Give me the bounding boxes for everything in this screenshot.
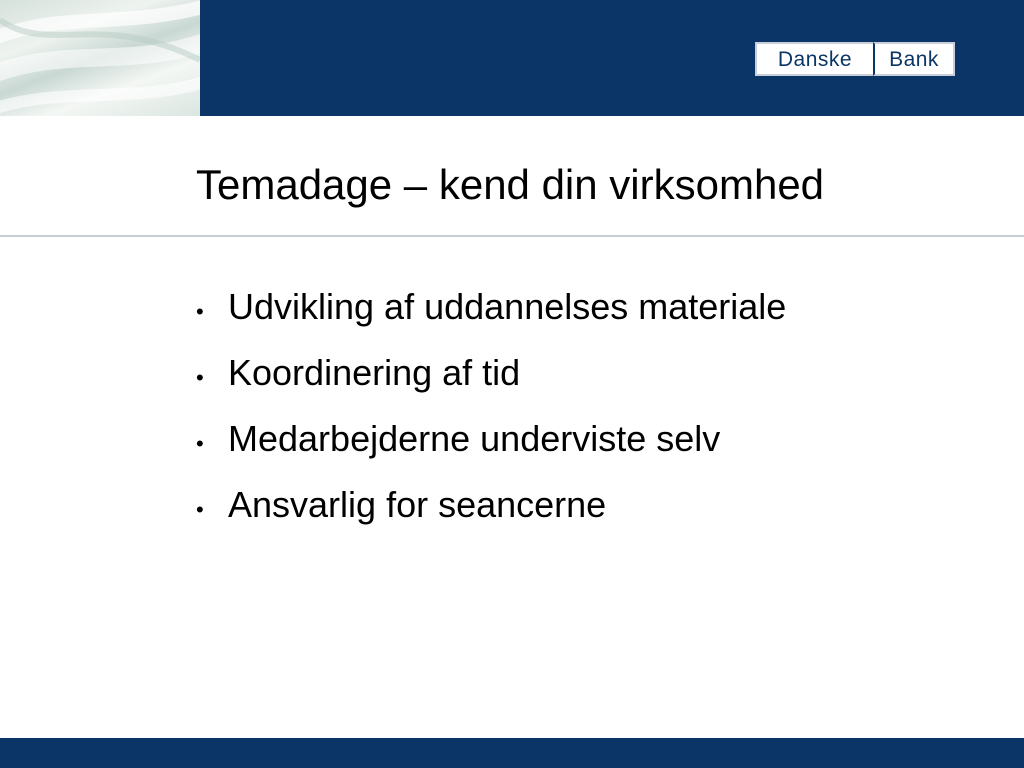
title-divider	[0, 235, 1024, 237]
slide-title: Temadage – kend din virksomhed	[196, 161, 825, 208]
bullet-dot-icon: •	[196, 431, 204, 456]
bullet-text: Koordinering af tid	[228, 352, 521, 393]
bullet-text: Ansvarlig for seancerne	[228, 484, 607, 525]
footer-band	[0, 738, 1024, 768]
logo-left-text: Danske	[755, 42, 873, 76]
bullet-item	[196, 282, 786, 348]
danske-bank-logo	[755, 42, 955, 76]
bullet-text: Udvikling af uddannelses materiale	[228, 286, 787, 327]
bullet-text: Medarbejderne underviste selv	[228, 418, 721, 459]
logo-right-text: Bank	[873, 42, 955, 76]
header-decorative-image	[0, 0, 200, 116]
header-band	[0, 0, 1024, 116]
bullet-dot-icon: •	[196, 365, 204, 390]
decorative-swoosh-icon	[0, 0, 200, 116]
bullet-item	[196, 414, 786, 480]
bullet-dot-icon: •	[196, 497, 204, 522]
bullet-dot-icon: •	[196, 299, 204, 324]
bullet-item	[196, 348, 786, 414]
bullet-item	[196, 480, 786, 546]
bullet-list	[196, 282, 786, 546]
